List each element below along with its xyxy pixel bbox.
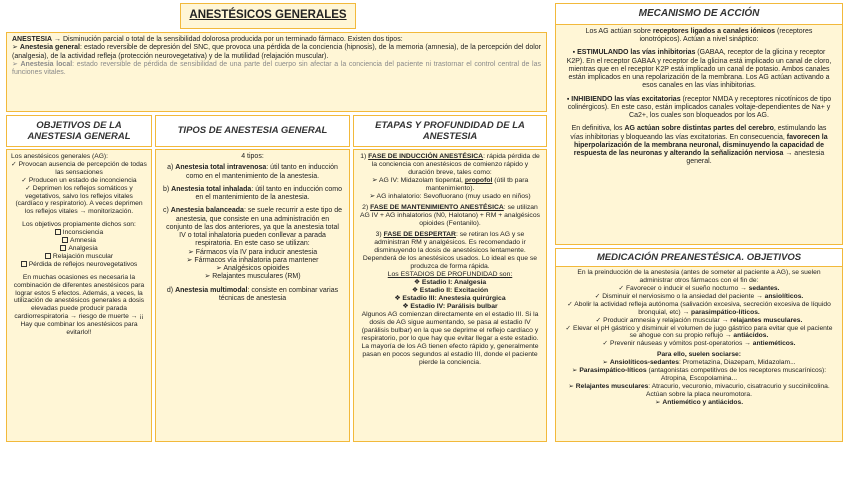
anesthesia-definition: ANESTESIA → Disminución parcial o total de la sensibilidad dolorosa producida por un terminado fármaco. Existen dos tipos: [12, 36, 403, 43]
etapas-header: ETAPAS Y PROFUNDIDAD DE LA ANESTESIA [375, 119, 525, 142]
tipos-header-box [155, 115, 350, 147]
objective-item: Pérdida de reflejos neurovegetativos [11, 261, 147, 269]
checkbox-icon [21, 261, 27, 267]
check-icon: ✓ [21, 176, 27, 184]
objective-item: Inconsciencia [11, 229, 147, 237]
check-icon: ✓ [25, 184, 31, 192]
tipo-b: b) Anestesia total inhalada: útil tanto en inducción como en el mantenimiento de la anestesia. [163, 185, 342, 201]
local-anesthesia-item: ➢ Anestesia local: estado reversible de pérdida de sensibilidad de una parte del cuerpo sin afectar a la conciencia del paciente ni trastornar el control central de las funciones vitales. [12, 60, 542, 76]
tipos-header: TIPOS DE ANESTESIA GENERAL [177, 125, 328, 137]
mechanism-summary: En definitiva, los AG actúan sobre distintas partes del cerebro, estimulando las vías inhibitorias y bloqueando las vías excitatorias. En consecuencia, favorecen la hiperpolarización de la membrana neuronal, disminuyendo la capacidad de respuesta de las neuronas y alterando la señalización nerviosa → anestesia general. [570, 125, 828, 166]
objective-item: Relajación muscular [11, 253, 147, 261]
mecanismo-intro: Los AG actúan sobre receptores ligados a canales iónicos (receptores ionotrópicos). Actúan a nivel sináptico: [585, 27, 813, 44]
tipos-box [155, 149, 350, 442]
effect-item: ✓ Producen un estado de inconciencia [21, 176, 137, 184]
tipo-c-item: ➢ Fármacos vía IV para inducir anestesia [187, 248, 318, 256]
induction-iv: ➢ AG IV: Midazolam tiopental, propofol (útil tb para mantenimiento). [371, 177, 529, 193]
induction-inhaled: ➢ AG inhalatorio: Sevofluorano (muy usado en niños) [369, 193, 531, 201]
tipos-count: 4 tipos: [241, 153, 264, 160]
checkbox-icon [55, 229, 61, 235]
tipo-c-item: ➢ Fármacos vía inhalatoria para mantener [186, 256, 319, 264]
objective-item: Analgesia [11, 245, 147, 253]
check-icon: ✓ [11, 160, 17, 168]
checkbox-icon [60, 245, 66, 251]
intro-box [6, 32, 547, 112]
goal-item: ✓ Prevenir náuseas y vómitos post-operatorios → antieméticos. [602, 340, 796, 348]
effect-item: ✓ Provocan ausencia de percepción de todas las sensaciones [11, 160, 147, 176]
objectives-lead: Los objetivos propiamente dichos son: [22, 221, 136, 229]
phase-awakening: 3) FASE DE DESPERTAR: se retiran los AG y se administran RM y analgésicos. Es recomendado ir disminuyendo la dosis de anestésicos lentamente. Dependerá de los anestésicos usados. Lo ideal es que se produzca de forma rápida. [362, 231, 538, 271]
checkbox-icon [62, 237, 68, 243]
objetivos-lead: Los anestésicos generales (AG): [11, 153, 109, 160]
etapas-header-box [353, 115, 547, 147]
goal-item: ✓ Elevar el pH gástrico y disminuir el volumen de jugo gástrico para evitar que el paciente se ahogue con su propio reflujo → antiácidos. [565, 324, 833, 340]
mechanism-inhibitory: ▪ ESTIMULANDO las vías inhibitorias (GABAA, receptor de la glicina y receptor K2P). En el receptor GABAA y receptor de la glicina está implicado un canal de cloro, mientras que en el receptor K2P está implicado un canal de potasio. Ambos canales están implicados en una repolarización de la membrana. Los AG actúan activando a esos canales en las vías inhibitorias. [566, 49, 832, 90]
used-label: Para ello, suelen sociarse: [656, 351, 741, 359]
medicacion-header: MEDICACIÓN PREANESTÉSICA. OBJETIVOS [556, 249, 842, 267]
drug-item: ➢ Ansiolíticos-sedantes: Prometazina, Diazepam, Midazolam... [602, 359, 796, 367]
general-anesthesia-item: ➢ Anestesia general: estado reversible de depresión del SNC, que provoca una pérdida de la conciencia (hipnosis), de la memoria (amnesia), de la percepción del dolor (analgesia), de la actividad refleja (protección neurovegetativa) y de la mutilidad (relajación muscular). [12, 44, 542, 60]
stage-item: ❖ Estadio II: Excitación [411, 287, 489, 295]
depth-label: Los ESTADIOS DE PROFUNDIDAD son: [387, 271, 513, 279]
goal-item: ✓ Favorecer o inducir el sueño nocturno → sedantes. [618, 285, 780, 293]
drug-item: ➢ Antiemético y antiácidos. [654, 398, 744, 406]
objetivos-note: En muchas ocasiones es necesaria la combinación de diferentes anestésicos para lograr estos 5 efectos. Además, a veces, la utilización de anestésicos generales a dosis elevadas puede producir parada cardiorrespiratoria → riesgo de muerte → ¡¡ Hay que combinar los anestésicos para evitarlo!! [13, 273, 145, 337]
stage-item: ❖ Estadio I: Analgesia [413, 279, 487, 287]
phase-induction: 1) FASE DE INDUCCIÓN ANESTÉSICA: rápida pérdida de la conciencia con anestésicos de comienzo rápido y duración breve, tales como: [360, 153, 540, 177]
page-title: ANESTÉSICOS GENERALES [189, 9, 347, 22]
goal-item: ✓ Disminuir el nerviosismo o la ansiedad del paciente → ansiolíticos. [594, 292, 804, 300]
goal-item: ✓ Abolir la actividad refleja autónoma (salivación excesiva, secreción excesiva de líquido bronquial, etc) → parasimpático-líticos. [567, 300, 831, 316]
stage-item: ❖ Estadio IV: Parálisis bulbar [402, 303, 498, 311]
objetivos-header-box [6, 115, 152, 147]
mecanismo-header: MECANISMO DE ACCIÓN [556, 4, 842, 25]
etapas-box [353, 149, 547, 442]
tipo-c: c) Anestesia balanceada: se suele recurrir a este tipo de anestesia, que consiste en una administración en conjunto de las dos anteriores, ya que la anestesia total IV o total inhalatoria pueden conllevar a parada respiratoria. En este caso se utilizan: [163, 207, 342, 248]
stage-item: ❖ Estadio III: Anestesia quirúrgica [394, 295, 506, 303]
mechanism-excitatory: ▪ INHIBIENDO las vías excitatorias (receptor NMDA y receptores nicotínicos de tipo colinérgicos). En este caso, están implicados canales voltaje-dependientes de Na+ y Ca2+, los cuales son bloqueados por los AG. [566, 95, 832, 120]
etapas-note: Algunos AG comienzan directamente en el estadio III. Si la dosis de AG sigue aumentando, se pasa al estadio IV (parálisis bulbar) en la que se deprime el reflejo cardíaco y respiratorio, por lo que hay que evitar llegar a este estadio. La mayoría de los AG tienen efecto rápido y, generalmente pasan en pocos segundos al estadio III, donde el paciente pierde la conciencia. [361, 311, 539, 367]
checkbox-icon [45, 253, 51, 259]
goal-item: ✓ Producir amnesia y relajación muscular → relajantes musculares. [595, 316, 803, 324]
drug-item: ➢ Parasimpático-líticos (antagonistas competitivos de los receptores muscarínicos): Atropina, Escopolamina... [571, 367, 827, 382]
mecanismo-box [555, 3, 843, 245]
phase-maintenance: 2) FASE DE MANTENIMIENTO ANESTÉSICA: se utilizan AG IV + AG inhalatorios (N0, Halotano) + RM + analgésicos opioides (Fentanilo). [359, 204, 541, 228]
tipo-a: a) Anestesia total intravenosa: útil tanto en inducción como en el mantenimiento de la anestesia. [167, 164, 338, 180]
objective-item: Amnesia [11, 237, 147, 245]
tipo-c-item: ➢ Analgésicos opioides [215, 265, 290, 272]
medicacion-intro: En la preinducción de la anestesia (antes de someter al paciente a AG), se suelen administrar otros fármacos con el fin de: [577, 269, 821, 285]
medicacion-box [555, 248, 843, 442]
tipo-c-item: ➢ Relajantes musculares (RM) [204, 273, 301, 281]
drug-item: ➢ Relajantes musculares: Atracurio, vecuronio, mivacurio, cisatracurio y succinilcolina. Actúan sobre la placa neuromotora. [568, 382, 830, 398]
objetivos-header: OBJETIVOS DE LA ANESTESIA GENERAL [27, 119, 131, 142]
page-title-box [180, 3, 356, 29]
effect-item: ✓ Deprimen los reflejos somáticos y vegetativos, salvo los reflejos vitales (cardíaco y respiratorio). A veces deprimen los reflejos vitales → monitorización. [15, 184, 143, 216]
objetivos-box [6, 149, 152, 442]
tipo-d: d) Anestesia multimodal: consiste en combinar varias técnicas de anestesia [166, 286, 339, 302]
